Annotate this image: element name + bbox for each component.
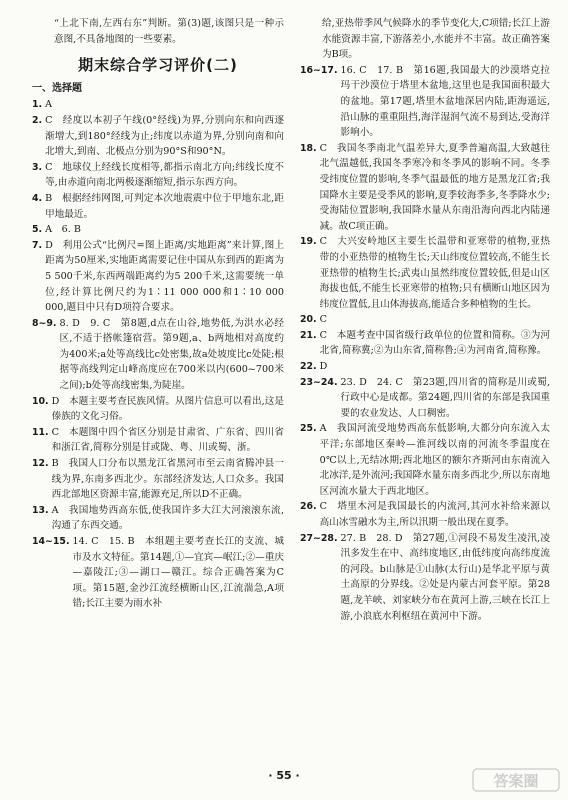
exam-title: 期末综合学习评价(二)	[78, 56, 238, 75]
answer-text: 8. D 9. C 第8题,d点在山谷,地势低,为洪水必经区,不适于搭帐篷宿营。第9题,a、b两地相对高度约为400米;a处等高线比c处密集,故a处坡度比c处陡;根据等高线判定山峰高度应在700米以内(600~700米之间);b处等高线密集,为陡崖。	[59, 317, 284, 392]
answer-number: 27~28.	[300, 532, 338, 544]
answer-text: C 塔里木河是我国最长的内流河,其河水补给来源以高山冰雪融水为主,所以汛期一般出现在夏季。	[319, 501, 550, 528]
answer-item	[300, 531, 550, 625]
answer-text: C 本题考查中国省级行政单位的位置和简称。③为河北省,简称冀;②为山东省,简称鲁;④为河南省,简称豫。	[319, 329, 550, 357]
answer-item	[300, 375, 550, 422]
answer-number: 25.	[300, 423, 317, 435]
answer-text: A 我国地势西高东低,使我国许多大江大河滚滚东流,沟通了东西交通。	[51, 504, 284, 532]
answer-item	[300, 63, 550, 141]
answer-number: 4.	[32, 192, 43, 204]
answer-text: D 本题主要考查民族风情。从图片信息可以看出,这是傣族的文化习俗。	[51, 395, 284, 423]
answer-item	[32, 316, 284, 394]
answer-number: 26.	[300, 501, 317, 513]
answer-item	[300, 141, 550, 235]
answer-text: D	[319, 361, 328, 373]
answer-item	[32, 222, 284, 238]
answer-number: 5.	[32, 224, 43, 236]
answer-text: C	[319, 314, 327, 326]
right-column	[300, 16, 550, 624]
answer-number: 12.	[32, 458, 49, 470]
answer-text: 23. D 24. C 第23题,四川省的简称是川或蜀,行政中心是成都。第24题,四川省的东部是我国重要的农业发达、人口稠密。	[340, 376, 550, 419]
answer-item	[32, 191, 284, 222]
answer-text: C 本题图中四个省区分别是甘肃省、广东省、四川省和浙江省,简称分别是甘或陇、粤、川或蜀、浙。	[51, 426, 284, 454]
answer-text: A 我国河流受地势西高东低影响,大都分向东流入太平洋;东部地区秦岭—淮河线以南的河流冬季温度在0℃以上,无结冰期;西北地区的额尔齐斯河由东南流入北冰洋,是外流河;我国降水量东南多西北少,所以东南地区河流水量大于西北地区。	[319, 423, 550, 497]
answer-number: 22.	[300, 361, 317, 373]
left-intro-text: “上北下南,左西右东”判断。第(3)题,该图只是一种示意图,不具备地图的一些要素。	[54, 18, 284, 45]
answer-item	[32, 113, 284, 160]
answer-number: 13.	[32, 504, 49, 516]
answer-text: A	[45, 99, 53, 111]
answer-item	[300, 359, 550, 375]
answer-number: 10.	[32, 395, 49, 407]
answer-number: 2.	[32, 114, 43, 126]
watermark-logo	[472, 766, 560, 794]
answer-number: 1.	[32, 99, 43, 111]
answer-number: 21.	[300, 329, 317, 341]
answer-item	[300, 499, 550, 530]
answer-text: A 6. B	[45, 224, 81, 236]
answer-text: C 我国冬季南北气温差异大,夏季普遍高温,大致越往北气温越低,我国冬季寒冷和冬季风的影响不同。冬季受纬度位置的影响,冬季气温最低的地方是黑龙江省;我国降水主要是受季风的影响,夏季较海季多,冬季降水少;受海陆位置影响,我国降水量从东南沿海向西北内陆递减。故C项正确。	[319, 142, 550, 232]
answer-number: 23~24.	[300, 376, 338, 388]
answer-item	[300, 421, 550, 499]
answer-item	[32, 425, 284, 456]
answer-number: 8~9.	[32, 317, 57, 329]
watermark-text: 答案圈	[493, 772, 539, 790]
answer-number: 18.	[300, 142, 317, 154]
section-heading: 一、选择题	[32, 82, 82, 94]
answer-text: C 大兴安岭地区主要生长温带和亚寒带的植物,亚热带的小亚热带的植物生长;天山纬度位置较高,不能生长亚热带的植物生长;武夷山虽然纬度位置较低,但是山区海拔也低,不能生长亚寒带的植物;只有横断山地区因为纬度位置低,且山体海拔高,能适合多种植物的生长。	[319, 236, 550, 310]
answer-item	[32, 503, 284, 534]
answer-item	[32, 238, 284, 316]
page-number: · 55 ·	[268, 769, 300, 782]
answer-item	[32, 456, 284, 503]
answer-number: 11.	[32, 426, 49, 438]
answer-number: 20.	[300, 314, 317, 326]
answer-text: C 经度以本初子午线(0°经线)为界,分别向东和向西逐渐增大,到180°经线为止;纬度以赤道为界,分别向南和向北增大,到南、北极点分别为90°S和90°N。	[45, 114, 284, 158]
answer-number: 14~15.	[32, 536, 70, 547]
answer-item	[32, 394, 284, 425]
answer-item	[32, 97, 284, 113]
answer-item	[300, 328, 550, 359]
answer-text: C 地球仪上经线长度相等,都指示南北方向;纬线长度不等,由赤道向南北两极逐渐缩短,指示东西方向。	[45, 161, 284, 189]
answer-number: 7.	[32, 239, 43, 251]
left-column	[32, 16, 284, 612]
answer-text: B 我国人口分布以黑龙江省黑河市至云南省腾冲县一线为界,东南多西北少。东部经济发达,人口众多。我国西北部地区资源丰富,能源充足,所以D不正确。	[51, 458, 284, 501]
answer-item	[32, 160, 284, 191]
answer-text: D 利用公式“比例尺=图上距离/实地距离”来计算,图上距离为50厘米,实地距离需要记住中国从东到西的距离为5 500千米,东西两端距离约为5 200千米,这需要统一单位,经计算比例尺约为1∶11 000 000和1∶10 000 000,题目中只有D项符合要求。	[45, 239, 284, 314]
answer-text: 27. B 28. D 第27题,①河段不易发生凌汛,凌汛多发生在中、高纬度地区,由低纬度向高纬度流的河段。b山脉是①山脉(太行山)是华北平原与黄土高原的分界线。②处是内蒙古河套平原。第28题,龙羊峡、刘家峡分布在黄河上游,三峡在长江上游,小浪底水利枢纽在黄河中下游。	[340, 532, 550, 622]
answer-item	[300, 234, 550, 312]
answer-item	[32, 534, 284, 612]
answer-text: 14. C 15. B 本组题主要考查长江的支流、城市及水文特征。第14题,①—宜宾—岷江;②—重庆—嘉陵江;③—湖口—赣江。综合正确答案为C项。第15题,金沙江流经横断山区,江流湍急,A项错;长江主要为雨水补	[72, 536, 284, 610]
answer-text: 16. C 17. B 第16题,我国最大的沙漠塔克拉玛干沙漠位于塔里木盆地,这里也是我国面积最大的盆地。第17题,塔里木盆地深居内陆,距海遥远,沿山脉的重重阻挡,海洋湿润气流不易到达,受海洋影响小。	[340, 64, 550, 139]
answer-text: B 根据经纬网图,可判定本次地震震中位于甲地东北,距甲地最近。	[45, 192, 284, 220]
answer-number: 3.	[32, 161, 43, 173]
answer-item	[300, 312, 550, 328]
right-intro-text: 给,亚热带季风气候降水的季节变化大,C项错;长江上游水能资源丰富,下游落差小,水能并不丰富。故正确答案为B项。	[322, 18, 550, 61]
answer-number: 19.	[300, 236, 317, 248]
answer-number: 16~17.	[300, 64, 338, 76]
